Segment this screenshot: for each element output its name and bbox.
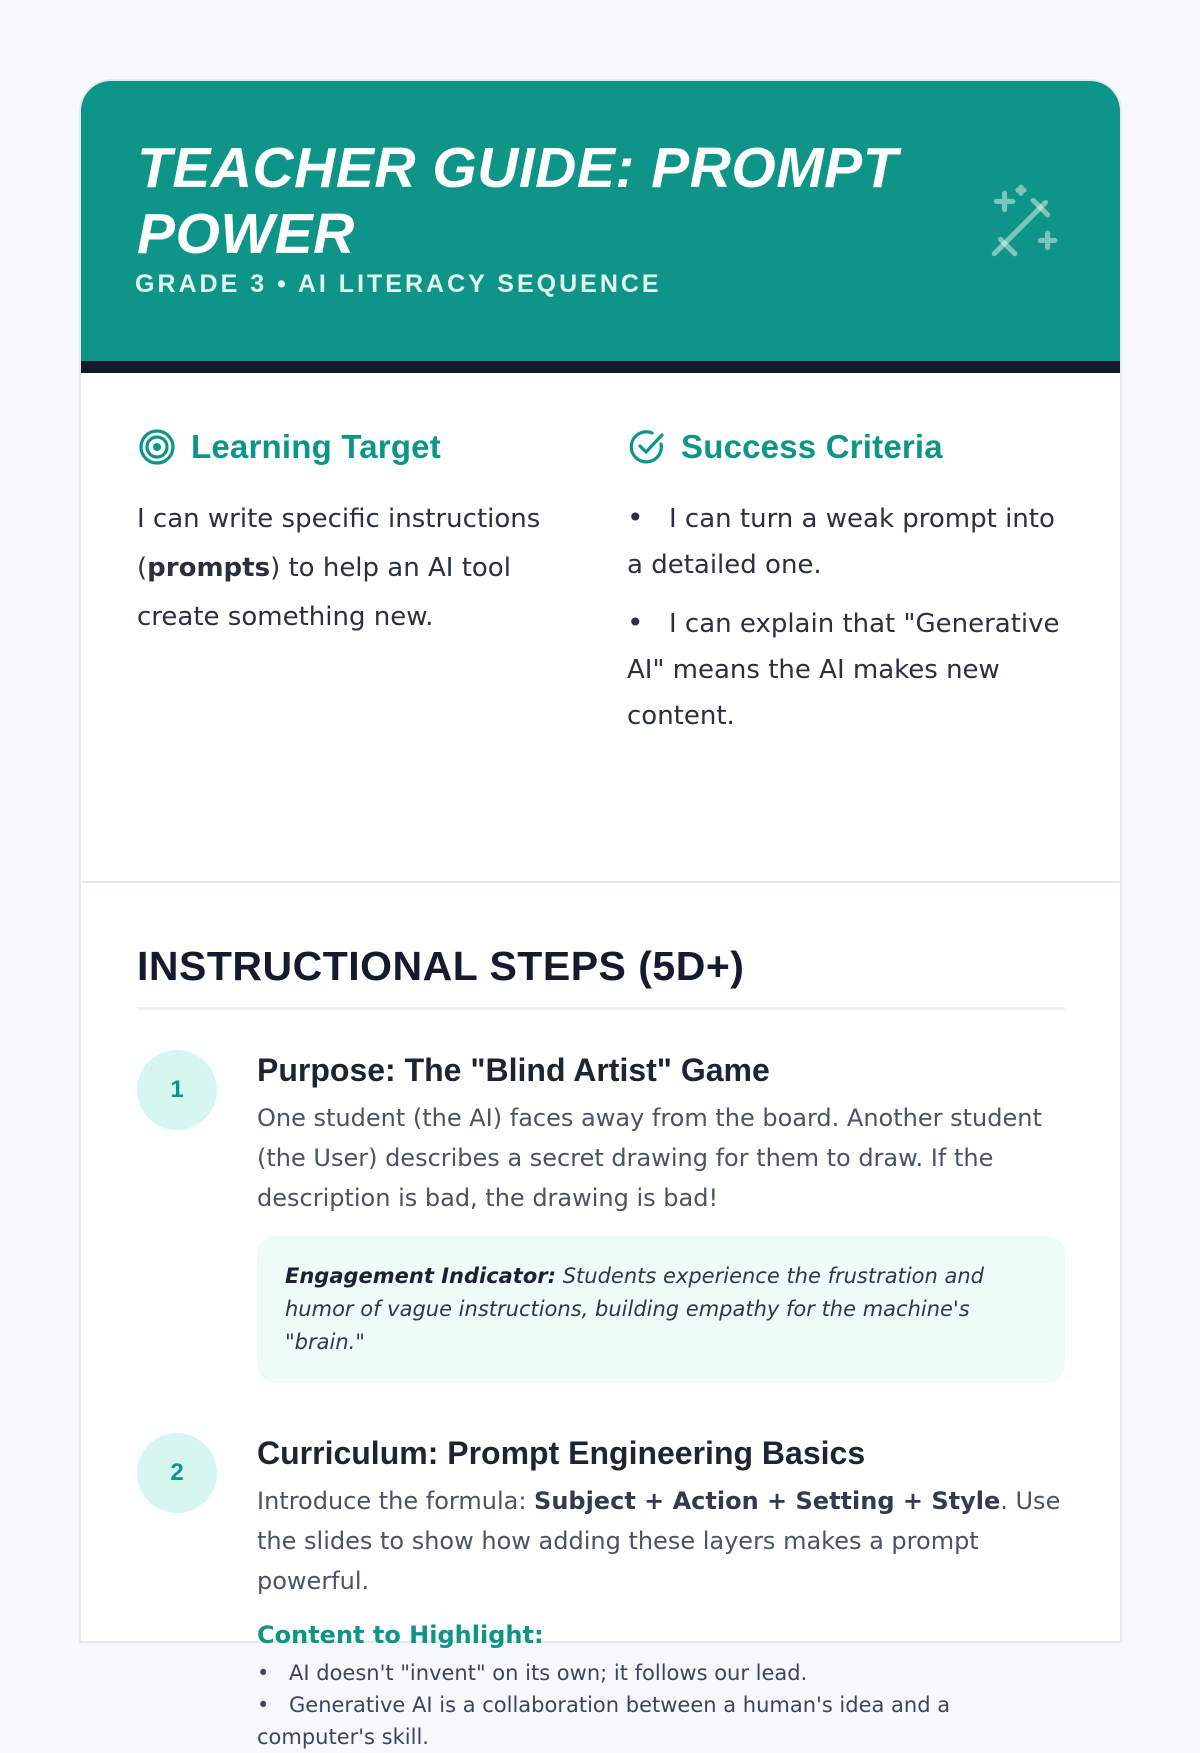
step-title: Purpose: The "Blind Artist" Game (257, 1052, 770, 1088)
learning-target-panel (137, 421, 567, 642)
step-number-badge: 2 (137, 1433, 217, 1513)
teacher-guide-card (81, 81, 1120, 1749)
guide-header (81, 81, 1120, 361)
success-criteria-heading: Success Criteria (681, 428, 943, 465)
header-accent-bar (81, 361, 1120, 373)
check-circle-icon (627, 427, 667, 467)
guide-subtitle: GRADE 3 • AI LITERACY SEQUENCE (135, 270, 662, 298)
criteria-item: • I can explain that "Generative AI" means the AI makes new content. (627, 600, 1067, 739)
target-icon (137, 427, 177, 467)
learning-target-header (137, 421, 567, 473)
learning-target-heading: Learning Target (191, 428, 441, 465)
steps-heading: INSTRUCTIONAL STEPS (5D+) (137, 941, 1065, 1010)
guide-title: TEACHER GUIDE: PROMPT POWER (137, 136, 899, 266)
step-item (137, 1431, 1065, 1753)
step-item (137, 1048, 1065, 1383)
step-description: One student (the AI) faces away from the board. Another student (the User) describes a secret drawing for them to draw. If the description is bad, the drawing is bad! (257, 1104, 1042, 1212)
success-criteria-panel (627, 421, 1067, 751)
engagement-indicator-box (257, 1236, 1065, 1383)
success-criteria-list (627, 495, 1067, 739)
content-highlight-list (257, 1657, 1065, 1753)
highlight-item: • AI doesn't "invent" on its own; it follows our lead. (257, 1657, 1065, 1689)
instructional-steps-section (137, 941, 1065, 1753)
prompt-formula: Subject + Action + Setting + Style (534, 1487, 1001, 1515)
content-highlight-heading: Content to Highlight: (257, 1621, 544, 1649)
learning-target-text: I can write specific instructions (prompts) to help an AI tool create something new. (137, 504, 541, 632)
step-title: Curriculum: Prompt Engineering Basics (257, 1435, 866, 1471)
step-description: Introduce the formula: Subject + Action + Setting + Style. Use the slides to show how adding these layers makes a prompt powerful. (257, 1487, 1061, 1595)
highlight-item: • Generative AI is a collaboration between a human's idea and a computer's skill. (257, 1689, 1065, 1753)
magic-wand-icon (982, 183, 1064, 265)
criteria-item: • I can turn a weak prompt into a detailed one. (627, 495, 1067, 588)
indicator-label: Engagement Indicator: (285, 1264, 557, 1288)
step-number-badge: 1 (137, 1050, 217, 1130)
success-criteria-header (627, 421, 1067, 473)
objectives-section (81, 373, 1120, 883)
indicator-text: Students experience the frustration and humor of vague instructions, building empathy for the machine's "brain." (285, 1264, 985, 1354)
